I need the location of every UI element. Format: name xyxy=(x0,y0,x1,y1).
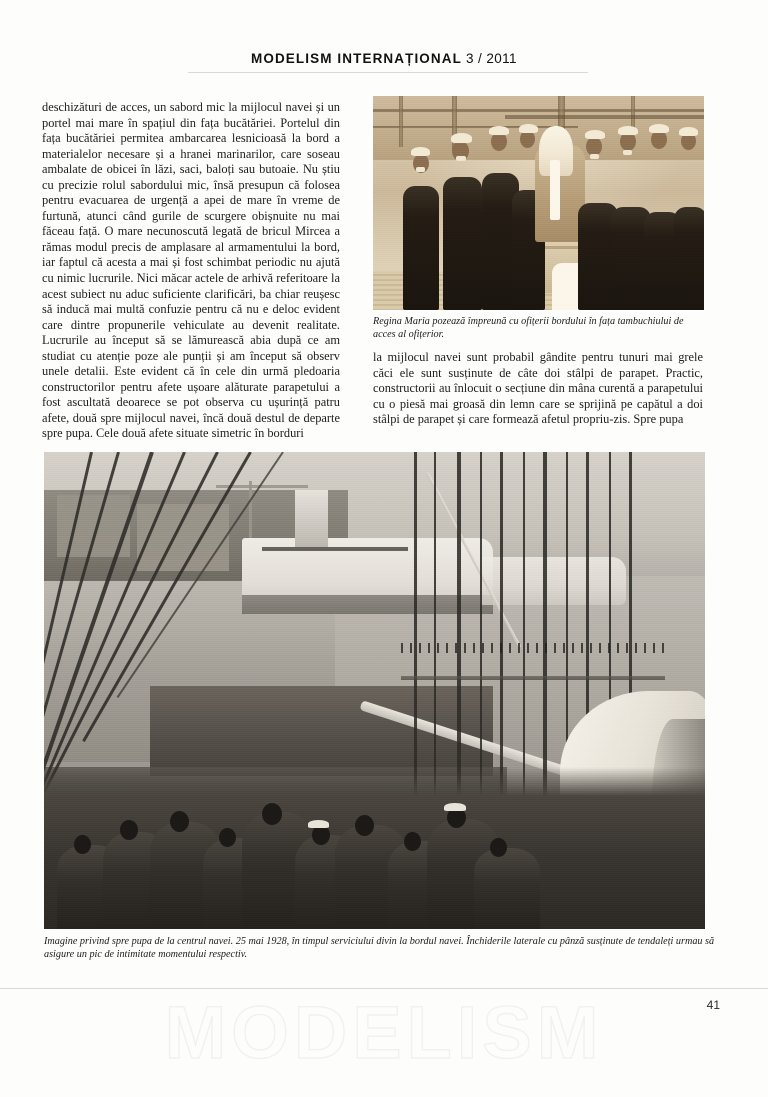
body-text-left-column xyxy=(42,100,340,442)
photo-crowd-white-cap xyxy=(444,803,466,811)
photo-officer-figure xyxy=(674,207,704,310)
photo-officer-cap xyxy=(519,124,538,133)
photo-officer-cap xyxy=(649,124,669,133)
photo-crowd-head xyxy=(74,835,91,854)
photo-officer-collar xyxy=(590,154,599,159)
photo-steamship-bridge xyxy=(262,547,407,551)
photo-mast-1 xyxy=(399,96,403,147)
photo-crowd-head xyxy=(262,803,282,825)
photo-crowd-head xyxy=(404,832,421,851)
photo-steamship-hull xyxy=(242,595,493,614)
photo-officer-cap xyxy=(679,127,698,136)
figure-deck-photo xyxy=(44,452,705,929)
photo-officer-cap xyxy=(411,147,430,156)
page-header xyxy=(0,50,768,68)
photo-officer-collar xyxy=(623,150,632,155)
footer-divider xyxy=(0,988,768,989)
caption-officers-photo: Regina Maria pozează împreună cu ofițerii bordului în fața tambuchiului de acces al ofițerior. xyxy=(373,316,684,340)
photo-queen-with-officers xyxy=(373,96,704,310)
masthead-title-main: MODELISM INTERNAȚIONAL xyxy=(251,51,462,66)
page-number: 41 xyxy=(706,998,720,1012)
photo-officer-cap xyxy=(618,126,638,135)
photo-officer-cap xyxy=(451,133,472,143)
photo-deck-toward-stern xyxy=(44,452,705,929)
photo-crowd-head xyxy=(170,811,189,832)
photo-beam-1 xyxy=(373,109,704,112)
photo-officer-figure xyxy=(443,177,483,310)
photo-officer-collar xyxy=(456,156,466,161)
right-column-paragraph: la mijlocul navei sunt probabil gândite pentru tunuri mai grele căci ele sunt susținute de câte doi stâlpi de parapet. Practic, constructorii au înlocuit o secțiune din mâna curentă a parapetului cu o piesă mai groasă din lemn care se sprijină pe capătul a doi stâlpi de parapet și care formează afetul propriu-zis. Spre pupa xyxy=(373,350,703,427)
photo-crowd-head xyxy=(312,825,330,845)
photo-vertical-rope xyxy=(480,452,482,805)
page-watermark: MODELISM xyxy=(164,991,604,1074)
photo-officer-cap xyxy=(585,130,605,139)
figure-officers-photo xyxy=(373,96,704,310)
photo-crowd-white-cap xyxy=(308,820,329,828)
left-column-paragraph: deschizături de acces, un sabord mic la mijlocul navei și un portel mai mare în spațiul din fața bucătăriei. Portelul din fața bucătăriei permitea ambarcarea lesnicioasă la bord a materialelor necesare și a hranei marinarilor, care soseau ambalate de obicei în lăzi, saci, baloți sau butoaie. Nu știu cu precizie rolul sabordului mic, însă presupun că folosea pentru evacuarea de urgență a apei de mare în vreme de furtună, atunci când gurile de scurgere obișnuite nu mai făceau față. O mare necunoscută legată de bricul Mircea a rămas modul precis de amplasare al armamentului la bord, iar faptul că acesta a mai și fost schimbat periodic nu ajută cu nimic lucrurile. Nici măcar actele de arhivă referitoare la acest subiect nu aduc suficiente clarificări, ba chiar reușesc să inducă mai multă confuzie pentru că nu e deloc evident care dintre propunerile vehiculate au devenit realitate. Lucrurile au început să se lămurească abia după ce am studiat cu atenție poze ale punții și am început să observ unele detalii. Este evident că în cele din urmă pledoaria constructorilor pentru afete ușoare alăturate parapetului a fost ascultată deoarece se pot observa cu ușurință patru afete, două spre mijlocul navei, încă două destul de departe spre pupa. Cele două afete situate simetric în borduri xyxy=(42,100,340,441)
photo-officer-cap xyxy=(489,126,509,135)
photo-steamship-funnel xyxy=(295,490,328,547)
photo-crowd-person xyxy=(474,848,540,929)
photo-mast-4 xyxy=(631,96,635,130)
photo-rail-beam xyxy=(401,676,665,680)
photo-officer-figure xyxy=(403,186,439,310)
photo-officer-collar xyxy=(416,167,425,172)
masthead-title xyxy=(251,51,517,66)
photo-awning-edge xyxy=(505,115,704,119)
photo-crowd-head xyxy=(355,815,374,836)
body-text-right-column xyxy=(373,350,703,428)
photo-officer-head xyxy=(491,132,507,151)
photo-crowd-on-deck xyxy=(44,767,705,929)
caption-deck-photo: Imagine privind spre pupa de la centrul navei. 25 mai 1928, în timpul serviciului divin la bordul navei. Închiderile laterale cu pânză susținute de tendaleți urmau să asigure un pic de intimitate momentului respectiv. xyxy=(44,936,715,960)
header-divider xyxy=(188,72,588,73)
masthead-issue: 3 / 2011 xyxy=(465,51,517,66)
photo-pin-rail xyxy=(401,643,665,653)
photo-queen-stole xyxy=(550,160,560,220)
